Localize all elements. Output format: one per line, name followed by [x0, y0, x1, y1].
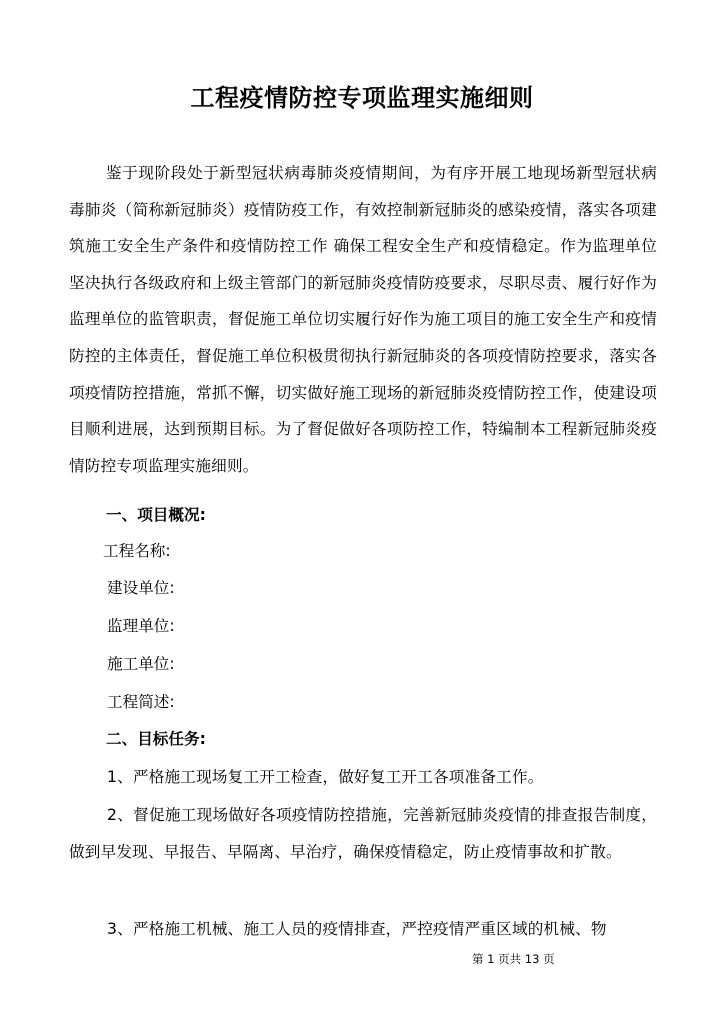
- task-item: 3、严格施工机械、施工人员的疫情排查，严控疫情严重区域的机械、物: [107, 920, 607, 938]
- page-footer: 第 1 页共 13 页: [472, 952, 555, 966]
- document-title: 工程疫情防控专项监理实施细则: [190, 84, 534, 112]
- intro-paragraph: 鉴于现阶段处于新型冠状病毒肺炎疫情期间，为有序开展工地现场新型冠状病毒肺炎（简称新冠肺炎）疫情防疫工作，有效控制新冠肺炎的感染疫情，落实各项建筑施工安全生产条件和疫情防控工作 确保工程安全生产和疫情稳定。作为监理单位坚决执行各级政府和上级主管部门的新冠肺炎疫情防疫要求，尽职尽责、履行好作为监理单位的监管职责，督促施工单位切实履行好作为施工项目的施工安全生产和疫情防控的主体责任，督促施工单位积极贯彻执行新冠肺炎的各项疫情防控要求，落实各项疫情防控措施，常抓不懈，切实做好施工现场的新冠肺炎疫情防控工作，使建设项目顺利进展，达到预期目标。为了督促做好各项防控工作，特编制本工程新冠肺炎疫情防控专项监理实施细则。: [69, 164, 657, 475]
- task-item: 1、严格施工现场复工开工检查，做好复工开工各项准备工作。: [107, 768, 544, 786]
- field-supervisor: 监理单位:: [107, 617, 175, 635]
- section-heading-goals: 二、目标任务:: [106, 730, 206, 748]
- field-project-name: 工程名称:: [103, 542, 171, 560]
- section-heading-project-overview: 一、项目概况:: [106, 506, 206, 524]
- field-summary: 工程简述:: [107, 693, 175, 711]
- field-builder: 建设单位:: [107, 579, 175, 597]
- field-contractor: 施工单位:: [107, 655, 175, 673]
- task-item: 2、督促施工现场做好各项疫情防控措施，完善新冠肺炎疫情的排查报告制度，做到早发现、早报告、早隔离、早治疗，确保疫情稳定，防止疫情事故和扩散。: [69, 806, 657, 861]
